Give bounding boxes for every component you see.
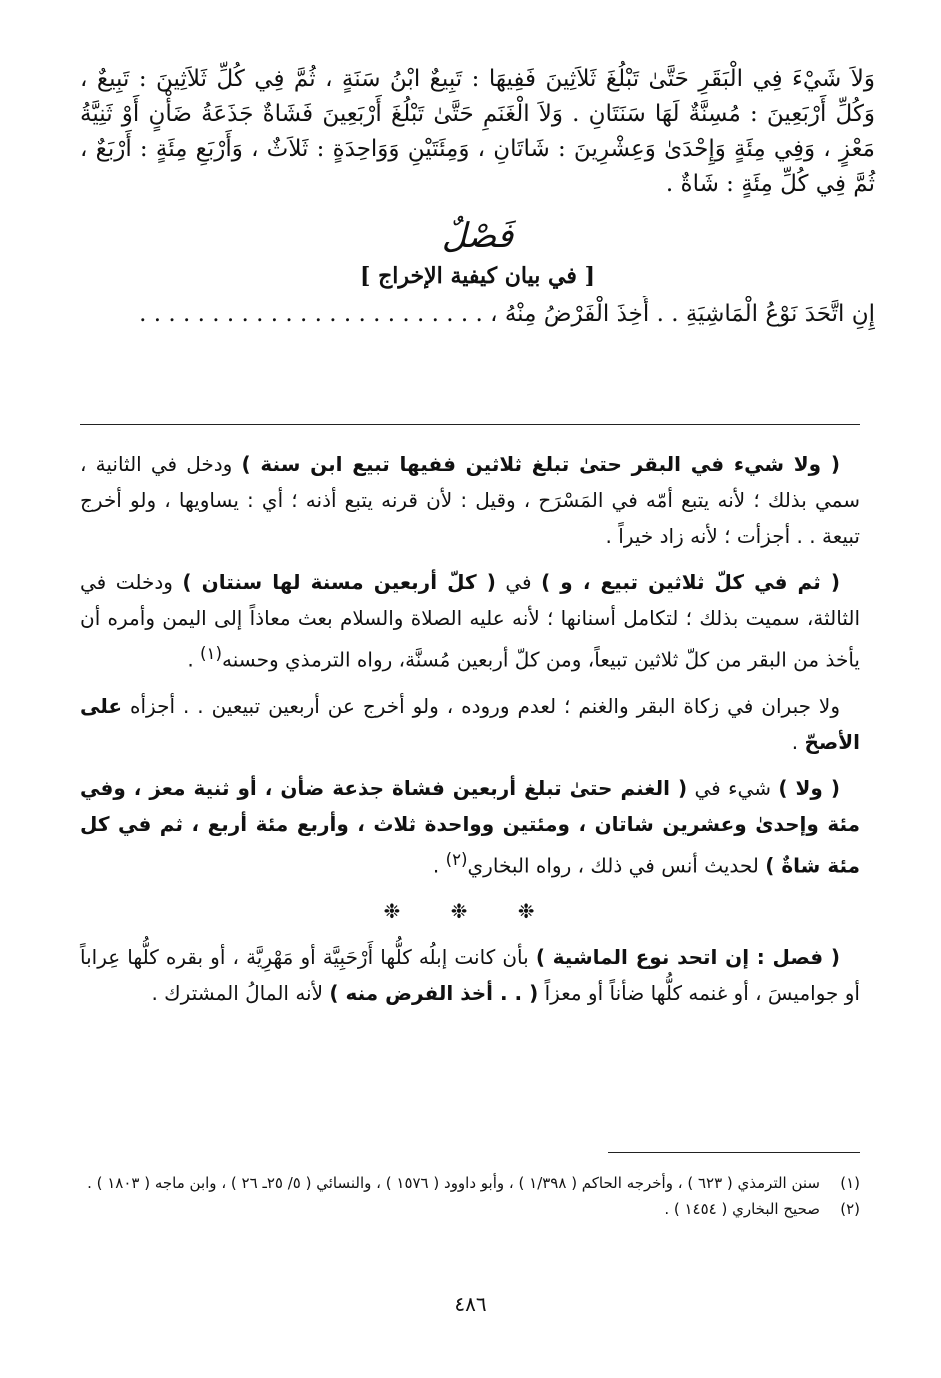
quoted-matn: ( كلّ أربعين مسنة لها سنتان ) <box>182 570 496 594</box>
footnote-text: سنن الترمذي ( ٦٢٣ ) ، وأخرجه الحاكم ( ١/٣٩٨ ) ، وأبو داوود ( ١٥٧٦ ) ، والنسائي ( ٥/ ٢٥ـ ٢٦ ) ، وابن ماجه ( ١٨٠٣ ) . <box>87 1174 820 1192</box>
footnote-item <box>80 1196 860 1222</box>
fasl-subtitle: [ في بيان كيفية الإخراج ] <box>360 263 595 289</box>
matn-text <box>80 62 875 202</box>
commentary-text: . <box>432 853 446 878</box>
sharh-paragraph-2 <box>80 564 860 678</box>
commentary-text: ودخلت في الثالثة، سميت بذلك ؛ لتكامل أسنانها ؛ لأنه عليه الصلاة والسلام بعث معاذاً إلى اليمن وأمره أن يأخذ من البقر من كلّ ثلاثين تبيعاً، ومن كلّ أربعين مُسنَّة، رواه الترمذي وحسنه <box>80 570 860 672</box>
commentary-text: . <box>187 647 201 672</box>
quoted-matn: ( . . أخذ الفرض منه ) <box>329 981 539 1006</box>
footnotes <box>80 1170 860 1222</box>
commentary-text: شيء في <box>687 775 779 800</box>
commentary-text: لأنه المالُ المشترك . <box>151 981 330 1006</box>
commentary-text: . <box>791 729 805 754</box>
quoted-matn: ( فصل : إن اتحد نوع الماشية ) <box>535 945 840 970</box>
commentary-text: لحديث أنس في ذلك ، رواه البخاري <box>467 853 766 878</box>
footnote-ref[interactable]: (٢) <box>445 849 468 869</box>
sharh-paragraph-1 <box>80 446 860 554</box>
sharh-paragraph-3 <box>80 688 860 760</box>
footnote-number: (١) <box>840 1174 860 1192</box>
commentary-text: ولا جبران في زكاة البقر والغنم ؛ لعدم وروده ، ولو أخرج عن أربعين تبيعين . . أجزأه <box>122 693 840 718</box>
quoted-matn: ( ثم في كلّ ثلاثين تبيع ، و ) <box>541 570 840 594</box>
commentary-text: في <box>495 570 542 594</box>
footnote-rule <box>608 1152 860 1153</box>
quoted-matn: ( الغنم حتىٰ تبلغ أربعين فشاة جذعة ضأن ، أو ثنية معز ، وفي مئة وإحدىٰ وعشرين شاتان ، ومئتين وواحدة ثلاث ، وأربع مئة أربع ، ثم في كل مئة شاةٌ ) <box>80 775 860 878</box>
commentary-text: ودخل في الثانية ، سمي بذلك ؛ لأنه يتبع أمّه في المَسْرَح ، وقيل : لأن قرنه يتبع أذنه ؛ أي : يساويها ، ولو أخرج تبيعة . . أجزأت ؛ لأنه زاد خيراً . <box>80 452 860 548</box>
fasl-matn-line: إِنِ اتَّحَدَ نَوْعُ الْمَاشِيَةِ . . أُخِذَ الْفَرْضُ مِنْهُ ، . . . . . . . . . . . . . . . . . . . . . . . . <box>139 301 875 327</box>
section-divider-stars: ❉ ❉ ❉ <box>383 899 557 924</box>
fasl-heading <box>80 216 875 292</box>
fasl-title: فَصْلٌ <box>441 216 514 256</box>
footnote-number: (٢) <box>840 1200 860 1218</box>
quoted-matn: ( ولا ) <box>778 775 840 800</box>
sharh-paragraph-5 <box>80 939 860 1011</box>
commentary-text: بأن كانت إبلُه كلُّها أَرْحَبِيَّة أو مَهْرِيَّة ، أو بقره كلُّها عِراباً أو جواميسَ ، أو غنمه كلُّها ضأناً أو معزاً <box>80 945 860 1006</box>
footnote-text: صحيح البخاري ( ١٤٥٤ ) . <box>664 1200 820 1218</box>
sharh-paragraph-4 <box>80 770 860 884</box>
separator-rule <box>80 424 860 425</box>
footnote-ref[interactable]: (١) <box>200 644 222 663</box>
footnote-item <box>80 1170 860 1196</box>
page-number: ٤٨٦ <box>454 1292 487 1316</box>
matn-section <box>80 62 875 332</box>
quoted-matn: على الأصحّ <box>80 693 860 754</box>
quoted-matn: ( ولا شيء في البقر حتىٰ تبلغ ثلاثين ففيها تبيع ابن سنة ) <box>241 452 841 476</box>
matn-paragraph: وَلاَ شَيْءَ فِي الْبَقَرِ حَتَّىٰ تَبْلُغَ ثَلاَثِينَ فَفِيهَا : تَبِيعٌ ابْنُ سَنَةٍ ، ثُمَّ فِي كُلِّ ثَلاَثِينَ : تَبِيعٌ ، وَكُلِّ أَرْبَعِينَ : مُسِنَّةٌ لَهَا سَنَتَانِ . وَلاَ الْغَنَمِ حَتَّىٰ تَبْلُغَ أَرْبَعِينَ فَشَاةٌ جَذَعَةُ ضَأْنٍ أَوْ ثَنِيَّةُ مَعْزٍ ، وَفِي مِئَةٍ وَإِحْدَىٰ وَعِشْرِينَ : شَاتَانِ ، وَمِئَتَيْنِ وَوَاحِدَةٍ : ثَلاَثٌ ، وَأَرْبَعِ مِئَةٍ : أَرْبَعٌ ، ثُمَّ فِي كُلِّ مِئَةٍ : شَاةٌ . <box>80 66 875 197</box>
sharh-section <box>80 446 860 1021</box>
